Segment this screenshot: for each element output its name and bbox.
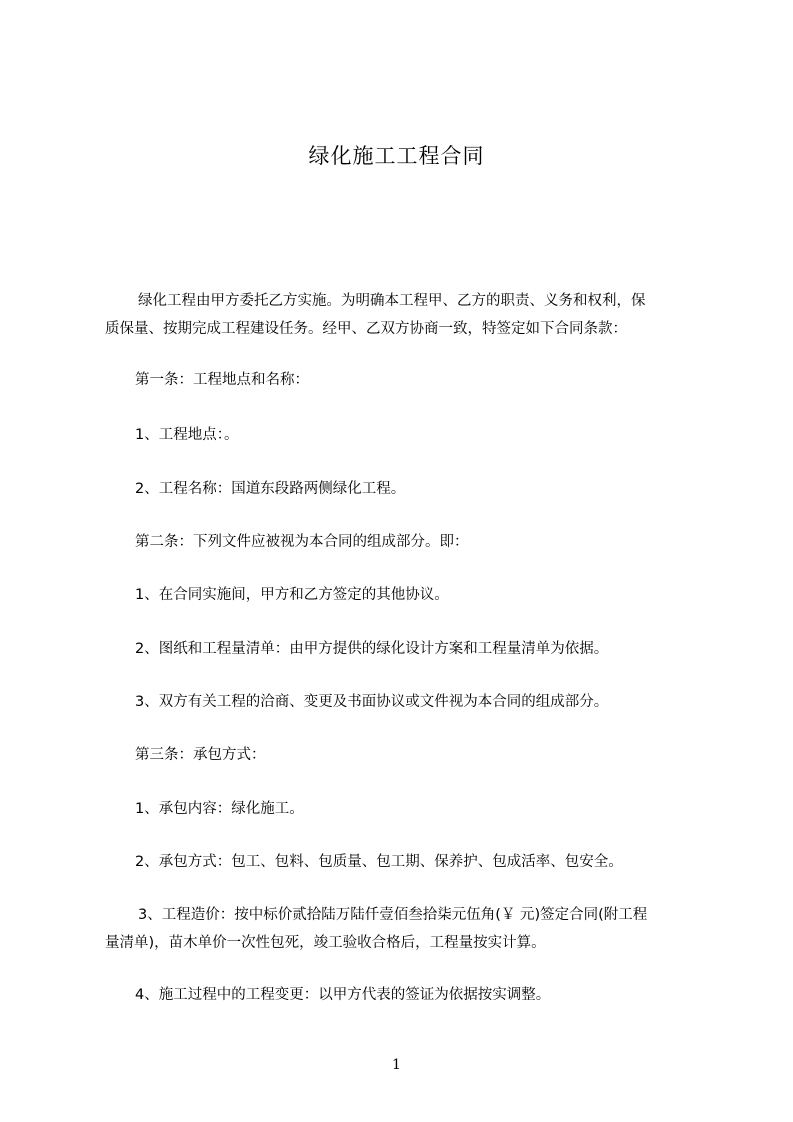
article-2-item-1: 1、在合同实施间，甲方和乙方签定的其他协议。 <box>135 587 449 603</box>
article-3-item-3-line-1: 3、工程造价：按中标价贰拾陆万陆仟壹佰叁拾柒元伍角(￥ 元)签定合同(附工程 <box>138 907 648 923</box>
intro-paragraph-line-1: 绿化工程由甲方委托乙方实施。为明确本工程甲、乙方的职责、义务和权利，保 <box>138 293 646 309</box>
article-3-heading: 第三条：承包方式： <box>135 747 266 763</box>
article-2-item-2: 2、图纸和工程量清单：由甲方提供的绿化设计方案和工程量清单为依据。 <box>135 641 609 657</box>
article-1-heading: 第一条：工程地点和名称： <box>135 372 309 388</box>
document-title: 绿化施工工程合同 <box>308 144 485 168</box>
article-3-item-1: 1、承包内容：绿化施工。 <box>135 801 304 817</box>
intro-paragraph-line-2: 质保量、按期完成工程建设任务。经甲、乙双方协商一致，特签定如下合同条款： <box>105 321 627 337</box>
page-number: 1 <box>392 1057 401 1073</box>
article-3-item-3-line-2: 量清单)，苗木单价一次性包死，竣工验收合格后，工程量按实计算。 <box>105 935 546 951</box>
article-1-item-2: 2、工程名称：国道东段路两侧绿化工程。 <box>135 481 406 497</box>
article-3-item-2: 2、承包方式：包工、包料、包质量、包工期、保养护、包成活率、包安全。 <box>135 854 623 870</box>
article-1-item-1: 1、工程地点：。 <box>135 427 239 443</box>
article-2-heading: 第二条：下列文件应被视为本合同的组成部分。即： <box>135 534 469 550</box>
article-2-item-3: 3、双方有关工程的洽商、变更及书面协议或文件视为本合同的组成部分。 <box>135 694 609 710</box>
article-3-item-4: 4、施工过程中的工程变更：以甲方代表的签证为依据按实调整。 <box>135 987 551 1003</box>
